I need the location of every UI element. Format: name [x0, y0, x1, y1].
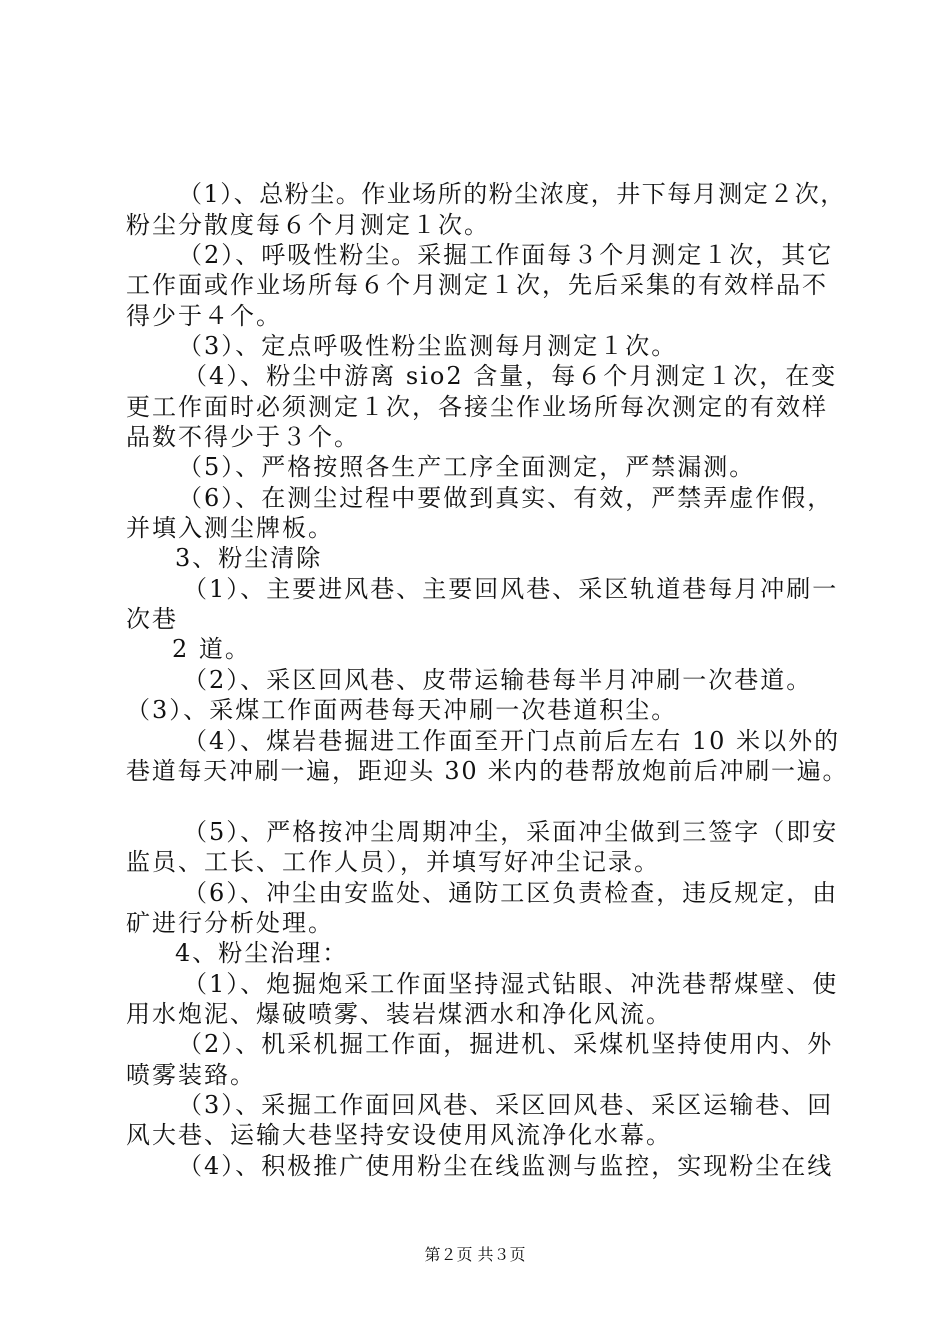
- text-line: 工作面或作业场所每６个月测定１次，先后采集的有效样品不: [126, 271, 828, 299]
- text-line: （2）、采区回风巷、皮带运输巷每半月冲刷一次巷道。: [183, 666, 813, 694]
- section-heading: 3、粉尘清除: [175, 544, 323, 572]
- text-line: （2）、机采机掘工作面，掘进机、采煤机坚持使用内、外: [178, 1030, 834, 1058]
- text-line: （4）、煤岩巷掘进工作面至开门点前后左右 10 米以外的: [183, 727, 841, 755]
- text-line: 次巷: [126, 605, 178, 633]
- text-line: （4）、粉尘中游离 sio2 含量，每６个月测定１次，在变: [183, 362, 838, 390]
- text-line: 得少于４个。: [126, 302, 282, 330]
- text-line: （3）、采煤工作面两巷每天冲刷一次巷道积尘。: [126, 696, 678, 724]
- section-heading: 4、粉尘治理：: [175, 939, 349, 967]
- text-line: 用水炮泥、爆破喷雾、装岩煤洒水和净化风流。: [126, 1000, 672, 1028]
- text-line: 更工作面时必须测定１次，各接尘作业场所每次测定的有效样: [126, 393, 828, 421]
- text-line: （4）、积极推广使用粉尘在线监测与监控，实现粉尘在线: [178, 1152, 834, 1180]
- text-line: （6）、冲尘由安监处、通防工区负责检查，违反规定，由: [183, 879, 839, 907]
- text-line: 粉尘分散度每６个月测定１次。: [126, 211, 490, 239]
- text-line: （1）、总粉尘。作业场所的粉尘浓度，井下每月测定２次，: [178, 180, 846, 208]
- text-line: 品数不得少于３个。: [126, 423, 360, 451]
- page-footer: 第２页 共３页: [424, 1245, 526, 1264]
- text-line: 监员、工长、工作人员），并填写好冲尘记录。: [126, 848, 660, 876]
- text-line: （1）、主要进风巷、主要回风巷、采区轨道巷每月冲刷一: [183, 575, 839, 603]
- text-line: （6）、在测尘过程中要做到真实、有效，严禁弄虚作假，: [178, 484, 834, 512]
- text-line: 并填入测尘牌板。: [126, 514, 334, 542]
- text-line: （2）、呼吸性粉尘。采掘工作面每３个月测定１次，其它: [178, 241, 834, 269]
- text-line: （5）、严格按冲尘周期冲尘，采面冲尘做到三签字（即安: [183, 818, 839, 846]
- text-line: （5）、严格按照各生产工序全面测定，严禁漏测。: [178, 453, 756, 481]
- text-line: 喷雾装臵。: [126, 1061, 256, 1089]
- text-line: 矿进行分析处理。: [126, 909, 334, 937]
- text-line: 风大巷、运输大巷坚持安设使用风流净化水幕。: [126, 1121, 672, 1149]
- text-line: （3）、采掘工作面回风巷、采区回风巷、采区运输巷、回: [178, 1091, 834, 1119]
- text-line: 巷道每天冲刷一遍，距迎头 30 米内的巷帮放炮前后冲刷一遍。: [126, 757, 849, 785]
- text-line: 2 道。: [172, 635, 251, 663]
- text-line: （1）、炮掘炮采工作面坚持湿式钻眼、冲洗巷帮煤壁、使: [183, 970, 839, 998]
- text-line: （3）、定点呼吸性粉尘监测每月测定１次。: [178, 332, 678, 360]
